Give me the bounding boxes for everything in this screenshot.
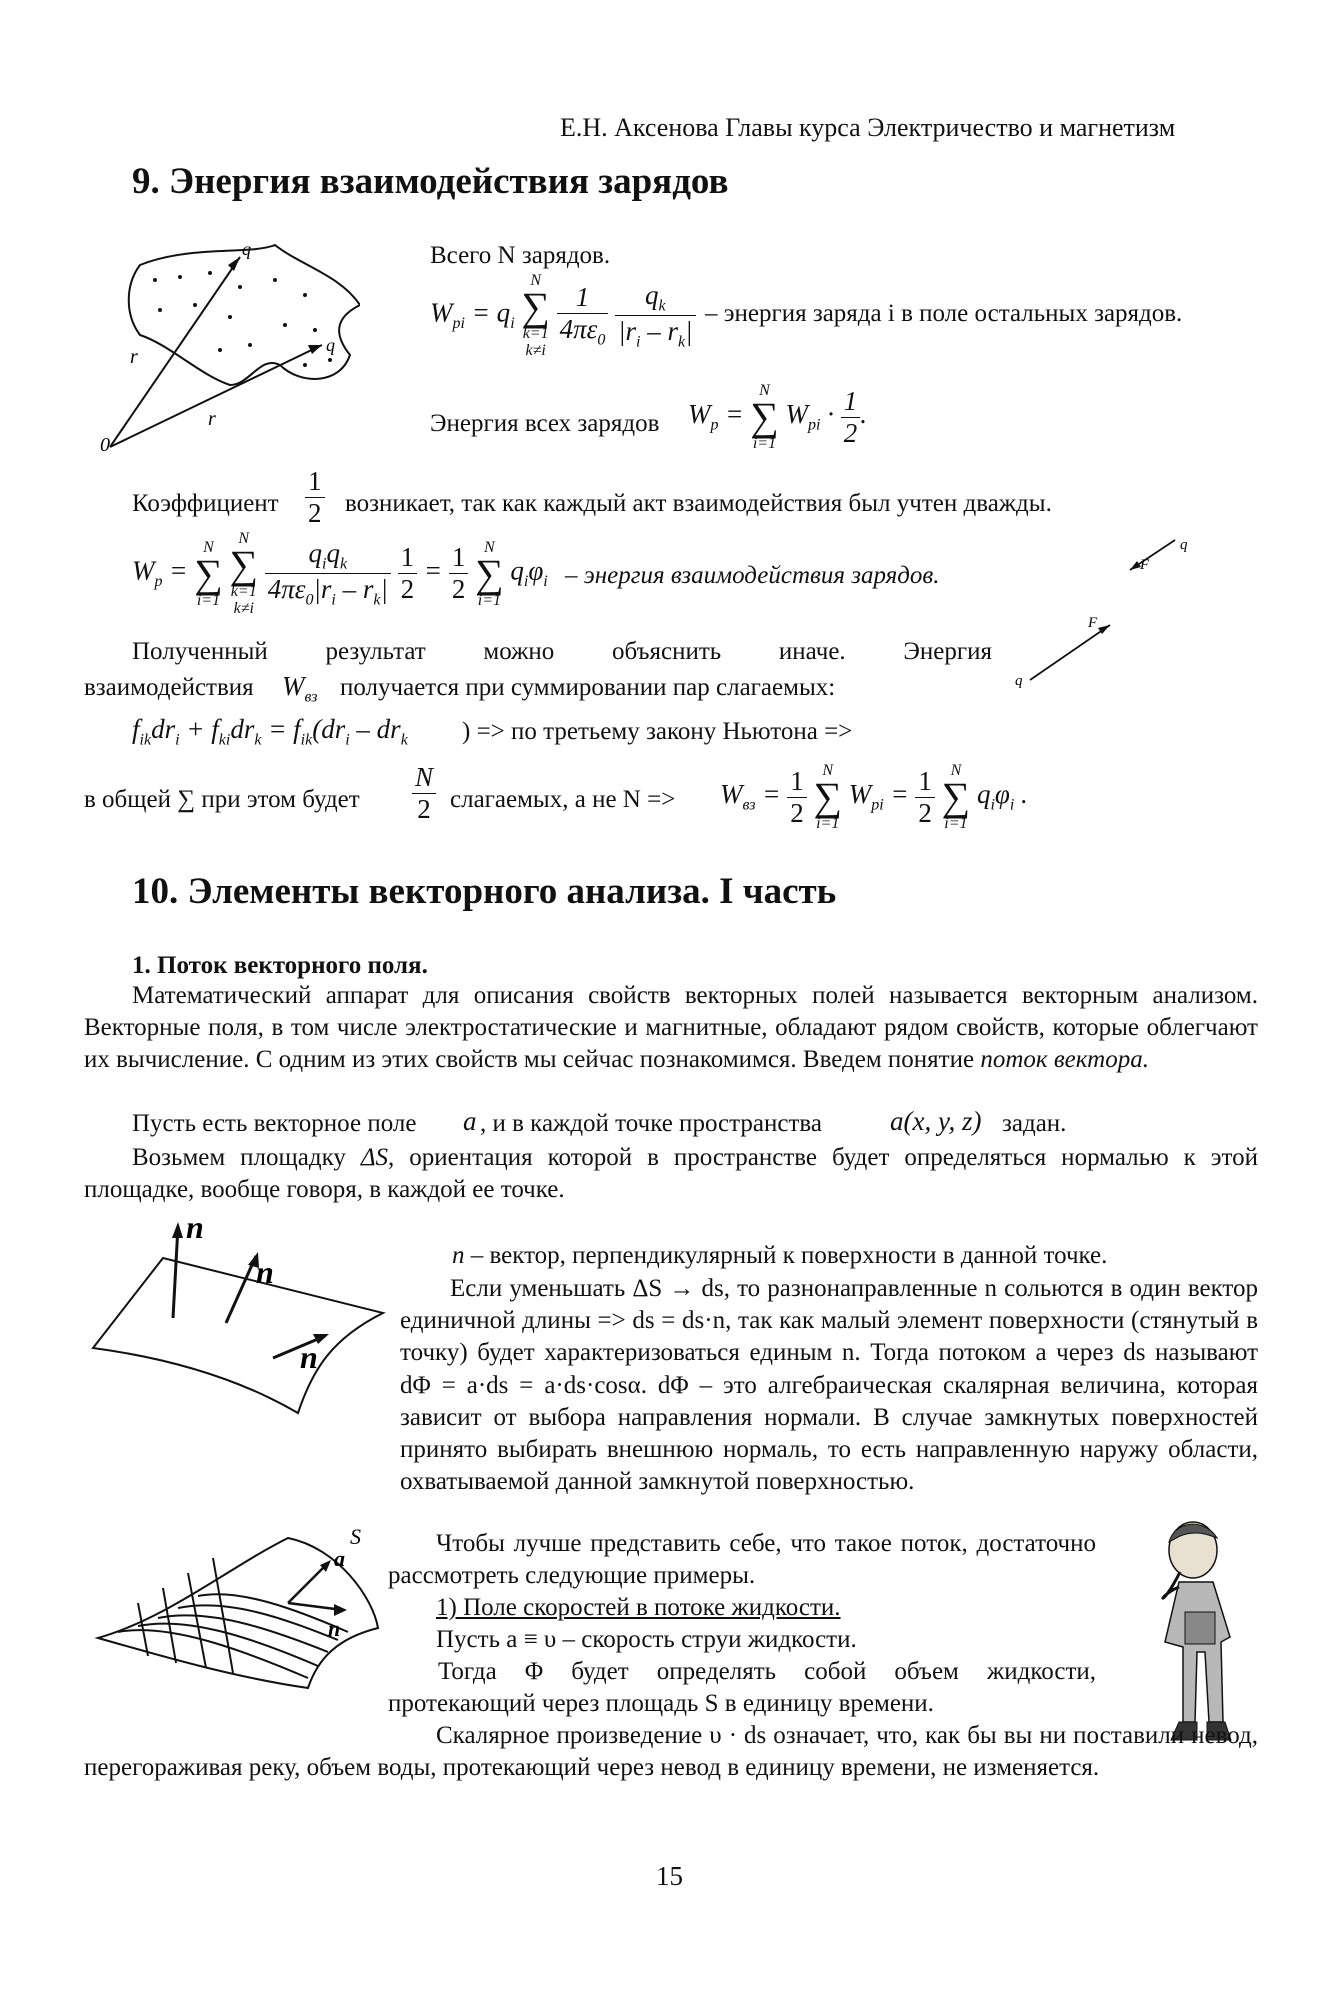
paragraph-flux-definition: Если уменьшать ΔS → ds, то разнонаправленные n сольются в один вектор единичной длины => ds = ds·n, так как малый элемент поверхности (стянутый в точку) будет характеризоваться единым n. Тогда потоком a через ds называют dΦ = a·ds = a·ds·cosα. dΦ – это алгебраическая скалярная величина, которая зависит от выбора направления нормали. В случае замкнутых поверхностей принято выбирать внешнюю нормаль, то есть направленную наружу области, охватываемой данной замкнутой поверхностью.: [400, 1275, 1258, 1496]
label-qi2: q: [1015, 673, 1023, 689]
pair-forces-figure: [1010, 535, 1235, 695]
paragraph-vector-analysis: Математический аппарат для описания свойств векторных полей называется векторным анализом. Векторные поля, в том числе электростатические и магнитные, обладают рядом свойств, которые облегчают их вычисление. С одним из этих свойств мы сейчас познакомимся. Введем понятие поток вектора.: [84, 982, 1258, 1073]
sum-count-after: слагаемых, а не N =>: [450, 786, 676, 813]
vector-a-label: a: [334, 1546, 345, 1571]
energy-all-label: Энергия всех зарядов: [430, 410, 660, 437]
paragraph-volume: Тогда Φ будет определять собой объем жидкости, протекающий через площадь S в единицу времени.: [388, 1658, 1096, 1717]
vector-a-symbol: a: [463, 1106, 477, 1136]
normal-n-label: n: [328, 1616, 341, 1641]
coefficient-label: Коэффициент: [132, 490, 279, 517]
wp-formula: $W_p$ = N ∑ i=1 $W_{pi}$ · $\frac{1}{2}$ .: [688, 382, 867, 452]
thinking-boy-illustration: [1135, 1512, 1260, 1747]
label-origin: 0: [100, 434, 110, 455]
flux-surface-figure: [88, 1528, 393, 1693]
normal-n3-label: n: [300, 1339, 318, 1375]
surface-normals-figure: [88, 1208, 398, 1418]
normal-n2-label: n: [256, 1254, 274, 1290]
result-line-1: Полученный результат можно объяснить иначе. Энергия: [132, 638, 992, 665]
vector-a-xyz: a(x, y, z): [890, 1106, 982, 1136]
total-charges-text: Всего N зарядов.: [430, 242, 611, 269]
interaction-energy-formula: $W_p$ = N ∑ i=1 N ∑ k=1 k≠i $\frac{q_iq_k}{4\pi\varepsilon_0|r_i - r_k|}$ $\frac{1}{2}$ = $\frac{1}{2}$ N ∑ i=1 $q_i\varphi_i$: [132, 530, 548, 617]
coefficient-fraction: $\frac{1}{2}$: [305, 466, 325, 529]
vector-field-text-b: , и в каждой точке пространства: [480, 1110, 822, 1137]
charges-region-figure: [100, 235, 360, 455]
wpi-formula: $W_{pi} = q_i$ N ∑ k=1 k≠i $\frac{1}{4\pi\varepsilon_0}$ $\frac{q_k}{|r_i - r_k|}$: [430, 272, 696, 359]
label-qk: q: [326, 335, 335, 355]
coefficient-explanation: возникает, так как каждый акт взаимодействия был учтен дважды.: [345, 490, 1052, 517]
normal-n1-label: n: [186, 1209, 204, 1245]
label-fik: F: [1088, 615, 1098, 631]
n-half-fraction: $\frac{N}{2}$: [412, 762, 436, 825]
paragraph-examples-intro: Чтобы лучше представить себе, что такое поток, достаточно рассмотреть следующие примеры.: [388, 1530, 1096, 1589]
label-rk: r: [208, 408, 216, 430]
wpi-description: – энергия заряда i в поле остальных зарядов.: [705, 300, 1183, 327]
page-number: 15: [656, 1861, 683, 1891]
w-interaction-symbol: $W_{вз}$: [282, 671, 318, 706]
interaction-energy-label: – энергия взаимодействия зарядов.: [565, 562, 940, 589]
label-fki: F: [1140, 557, 1150, 573]
example-1-title: 1) Поле скоростей в потоке жидкости.: [436, 1594, 841, 1621]
normal-definition: n – вектор, перпендикулярный к поверхности в данной точке.: [452, 1242, 1108, 1269]
section-9-title: 9. Энергия взаимодействия зарядов: [132, 161, 729, 202]
sum-count-text: в общей ∑ при этом будет: [84, 786, 360, 813]
pair-force-formula: $f_{ik}dr_i + f_{ki}dr_k = f_{ik}(dr_i - dr_k$: [132, 714, 408, 749]
label-qi: q: [242, 239, 251, 259]
section-10-title: 10. Элементы векторного анализа. I часть: [132, 871, 837, 912]
result-line-2b: получается при суммировании пар слагаемых:: [340, 674, 836, 701]
w-interaction-formula: $W_{вз}$ = $\frac{1}{2}$ N ∑ i=1 $W_{pi}$ = $\frac{1}{2}$ N ∑ i=1 $q_i\varphi_i$ .: [720, 762, 1028, 832]
label-qk2: q: [1180, 537, 1188, 553]
subsection-flux-title: 1. Поток векторного поля.: [132, 952, 428, 979]
region-outline: [129, 245, 360, 385]
vector-field-text-a: Пусть есть векторное поле: [132, 1110, 417, 1137]
surface-s-label: S: [350, 1528, 361, 1549]
paragraph-net: Скалярное произведение υ · ds означает, что, как бы вы ни поставили невод, перегораживая реку, объем воды, протекающий через невод в единицу времени, не изменяется.: [84, 1722, 1258, 1781]
vector-field-text-c: задан.: [1002, 1110, 1067, 1137]
newton-third-law-text: ) => по третьему закону Ньютона =>: [462, 718, 853, 745]
example-1-velocity: Пусть a ≡ υ – скорость струи жидкости.: [436, 1626, 857, 1653]
label-ri: r: [130, 346, 138, 368]
paragraph-area: Возьмем площадку ΔS, ориентация которой в пространстве будет определяться нормалью к этой площадке, вообще говоря, в каждой ее точке.: [84, 1144, 1258, 1203]
running-head: Е.Н. Аксенова Главы курса Электричество и магнетизм: [560, 113, 1176, 142]
result-line-2a: взаимодействия: [84, 674, 254, 701]
